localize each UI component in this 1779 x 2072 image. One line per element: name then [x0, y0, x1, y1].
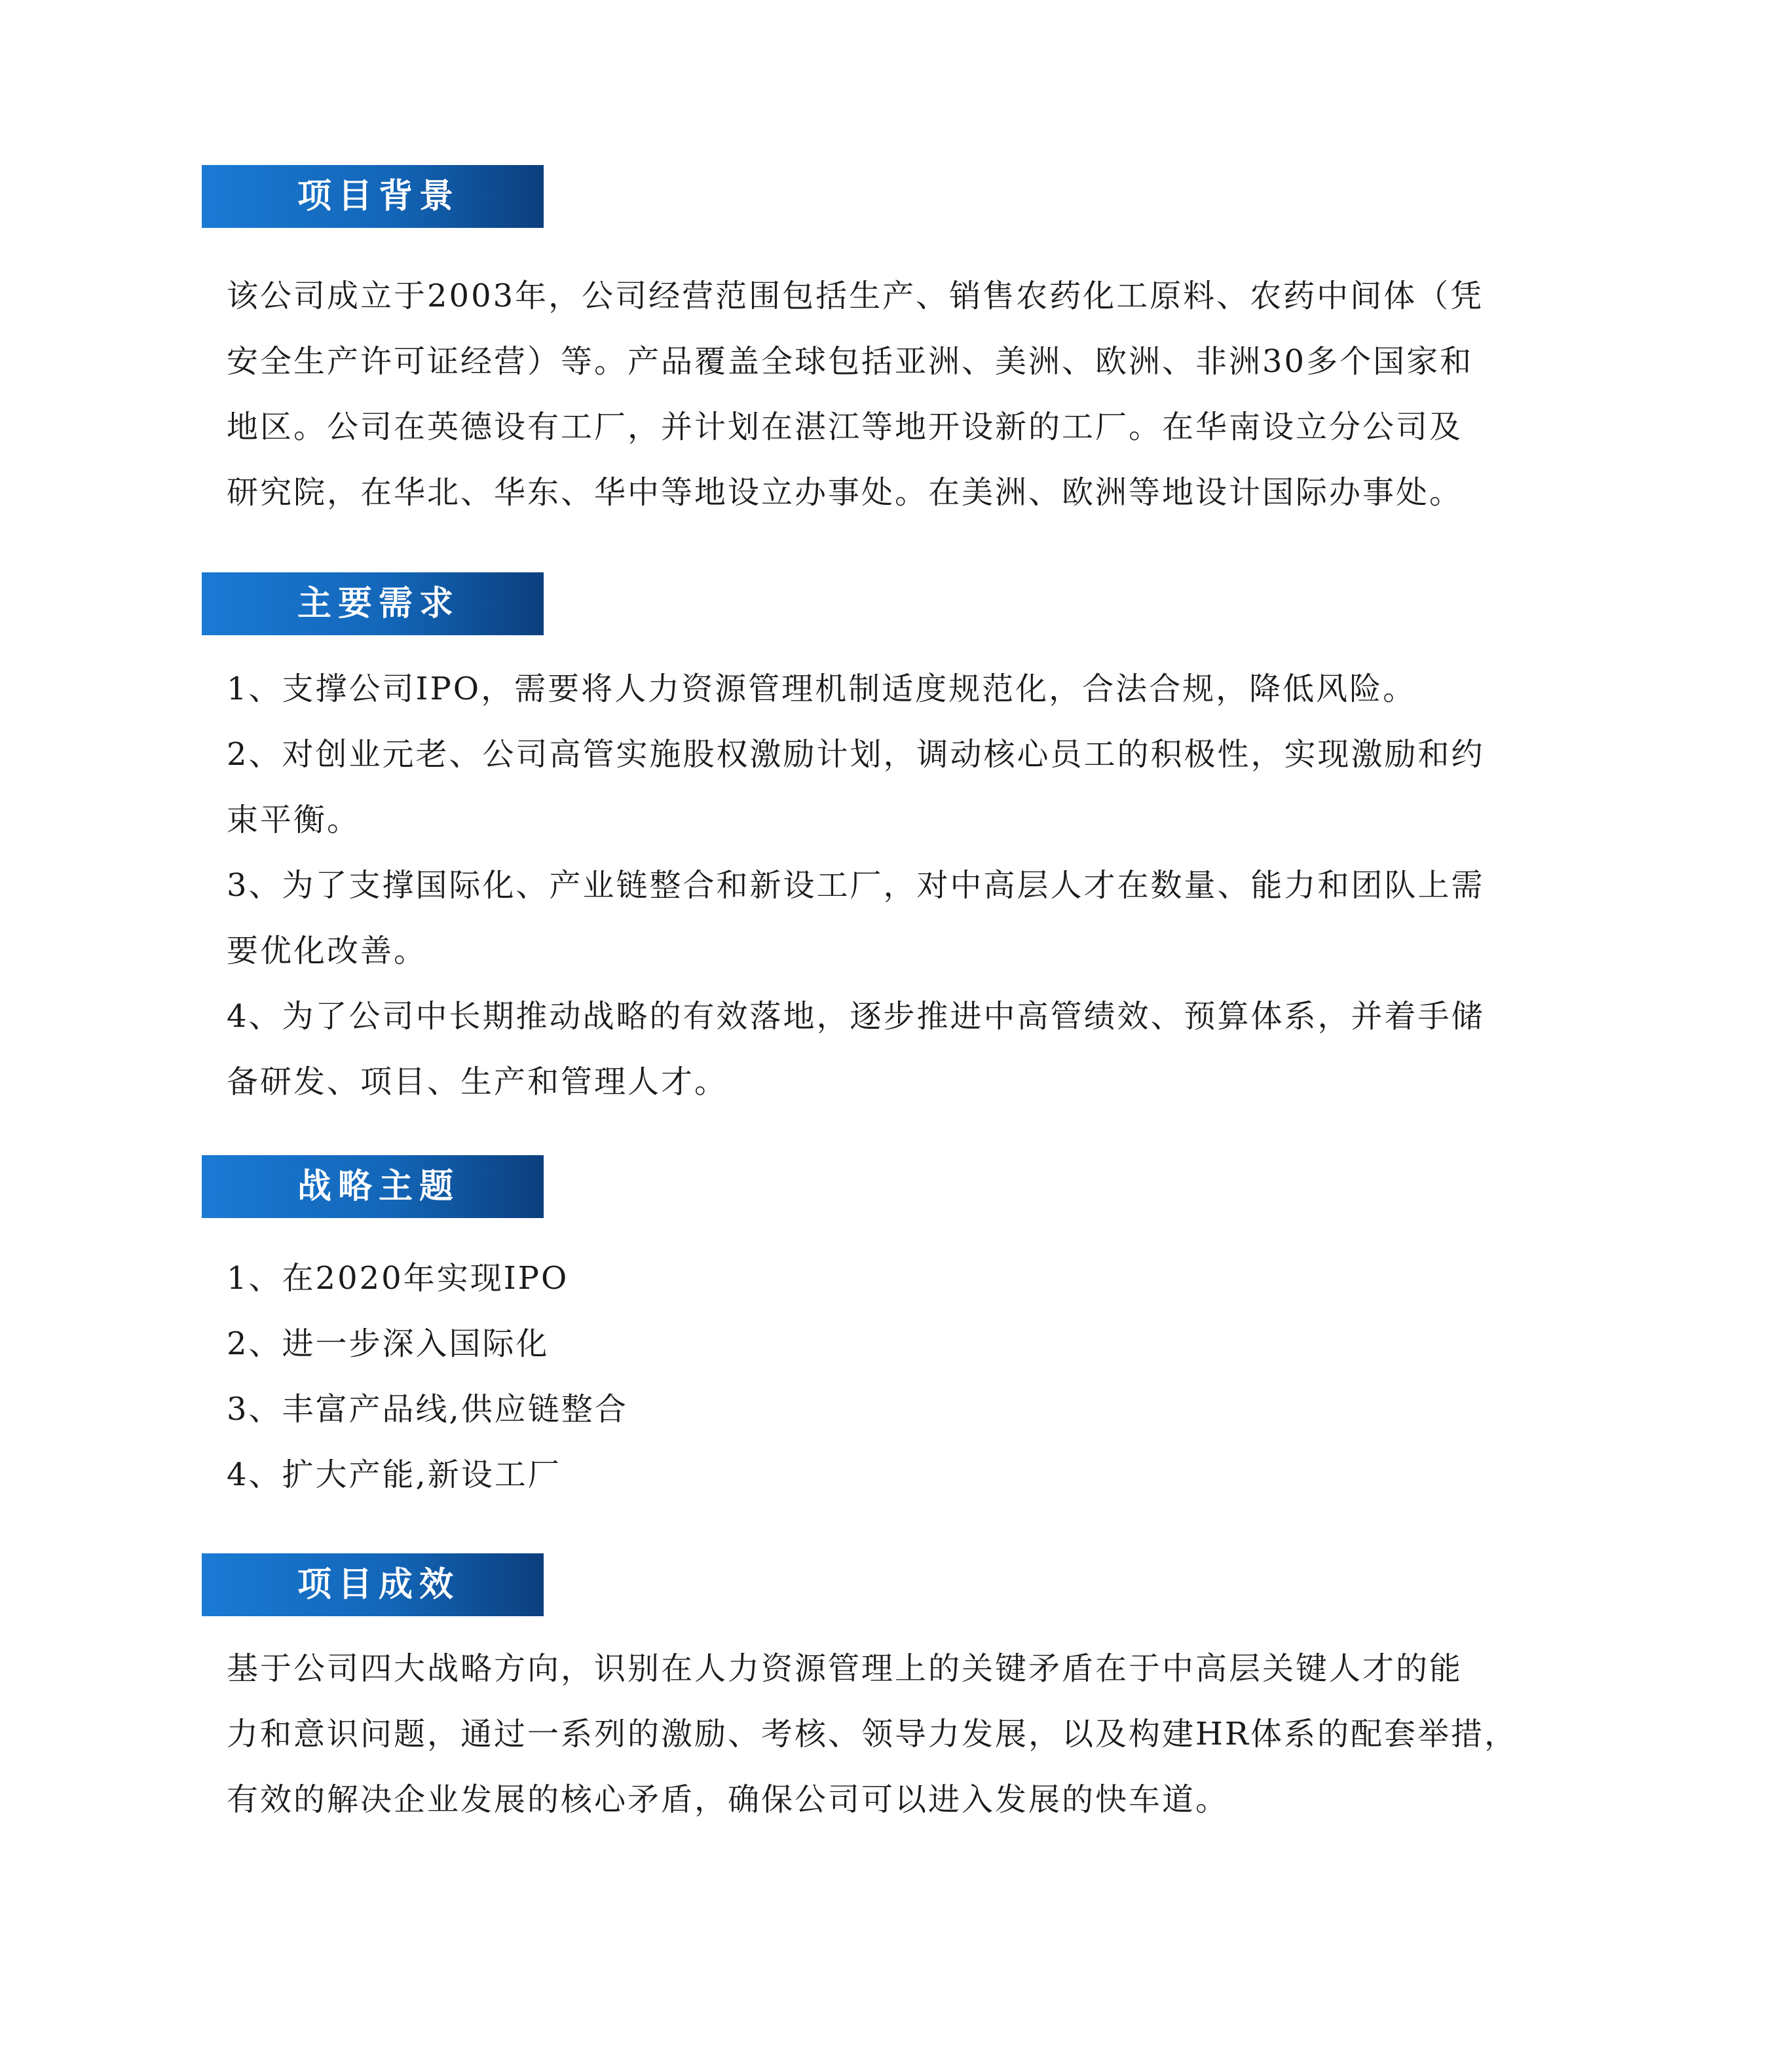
section-header-background: 项目背景	[202, 165, 544, 228]
list-item: 1、在2020年实现IPO	[227, 1260, 569, 1297]
paragraph-line: 研究院，在华北、华东、华中等地设立办事处。在美洲、欧洲等地设计国际办事处。	[227, 474, 1463, 511]
list-item: 2、进一步深入国际化	[227, 1325, 550, 1362]
list-item: 4、为了公司中长期推动战略的有效落地，逐步推进中高管绩效、预算体系，并着手储	[227, 998, 1485, 1035]
list-item-continuation: 束平衡。	[227, 802, 361, 838]
list-item: 3、为了支撑国际化、产业链整合和新设工厂，对中高层人才在数量、能力和团队上需	[227, 867, 1485, 904]
section-header-results: 项目成效	[202, 1553, 544, 1616]
section-body-results	[227, 1636, 1609, 1832]
paragraph-line: 有效的解决企业发展的核心矛盾，确保公司可以进入发展的快车道。	[227, 1781, 1229, 1818]
paragraph-line: 安全生产许可证经营）等。产品覆盖全球包括亚洲、美洲、欧洲、非洲30多个国家和	[227, 343, 1474, 380]
paragraph-line: 力和意识问题，通过一系列的激励、考核、领导力发展，以及构建HR体系的配套举措，	[227, 1716, 1518, 1752]
list-item: 3、丰富产品线,供应链整合	[227, 1391, 628, 1428]
paragraph-line: 该公司成立于2003年，公司经营范围包括生产、销售农药化工原料、农药中间体（凭	[227, 278, 1484, 314]
list-item-continuation: 要优化改善。	[227, 933, 428, 969]
list-item: 2、对创业元老、公司高管实施股权激励计划，调动核心员工的积极性，实现激励和约	[227, 736, 1485, 773]
section-header-requirements: 主要需求	[202, 572, 544, 635]
section-body-requirements	[227, 656, 1609, 1115]
section-header-strategy: 战略主题	[202, 1155, 544, 1218]
list-item: 1、支撑公司IPO，需要将人力资源管理机制适度规范化，合法合规，降低风险。	[227, 671, 1417, 707]
section-body-strategy	[227, 1246, 1609, 1508]
paragraph-line: 基于公司四大战略方向，识别在人力资源管理上的关键矛盾在于中高层关键人才的能	[227, 1650, 1463, 1687]
paragraph-line: 地区。公司在英德设有工厂，并计划在湛江等地开设新的工厂。在华南设立分公司及	[227, 409, 1463, 445]
list-item-continuation: 备研发、项目、生产和管理人才。	[227, 1064, 728, 1100]
list-item: 4、扩大产能,新设工厂	[227, 1456, 561, 1493]
section-body-background	[227, 263, 1609, 525]
